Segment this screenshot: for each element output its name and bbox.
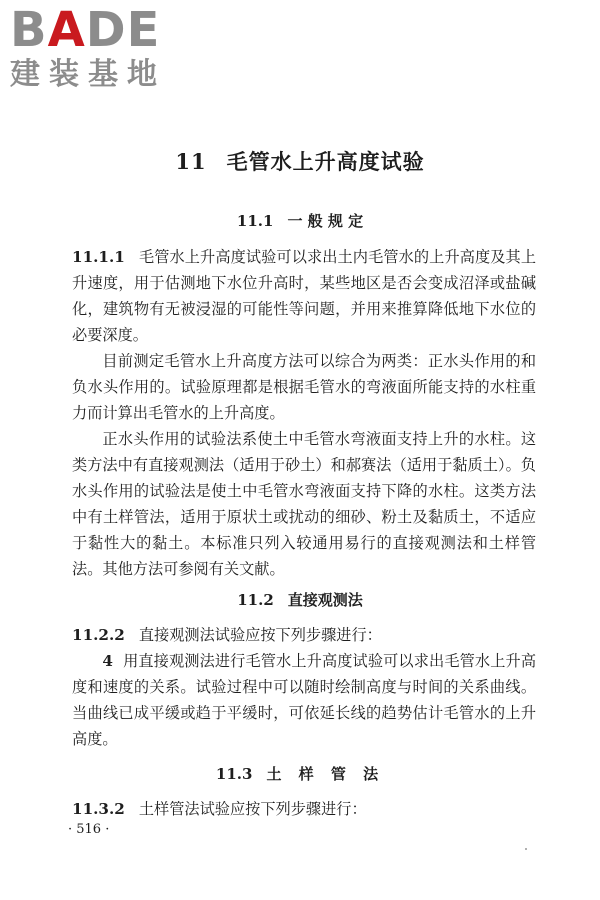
item-number: 4 <box>102 652 113 670</box>
chapter-title <box>0 146 600 176</box>
scan-speck <box>525 848 527 850</box>
section-heading-11-2: 11.2 直接观测法 <box>237 591 363 609</box>
logo-subtitle: 建装基地 <box>10 57 166 92</box>
section-heading-11-1: 11.1 一 般 规 定 <box>236 212 364 230</box>
clause-number: 11.1.1 <box>72 248 125 266</box>
paragraph-head-types: 正水头作用的试验法系使土中毛管水弯液面支持上升的水柱。这类方法中有直接观测法（适用于砂土）和郝赛法（适用于黏质土）。负水头作用的试验法是使土中毛管水弯液面支持下降的水柱。这类方法中有土样管法，适用于原状土或扰动的细砂、粉土及黏质土，不适应于黏性大的黏土。本标准只列入较通用易行的直接观测法和土样管法。其他方法可参阅有关文献。 <box>72 430 536 578</box>
clause-text: 直接观测法试验应按下列步骤进行： <box>138 626 382 644</box>
bade-logo <box>10 4 180 92</box>
chapter-name: 毛管水上升高度试验 <box>226 149 425 174</box>
item-4 <box>72 648 536 752</box>
clause-11-1-1 <box>72 244 536 348</box>
clause-11-3-2 <box>72 796 536 822</box>
chapter-number: 11 <box>175 149 207 174</box>
clause-text: 毛管水上升高度试验可以求出土内毛管水的上升高度及其上升速度，用于估测地下水位升高时，某些地区是否会变成沼泽或盐碱化，建筑物有无被浸湿的可能性等问题，并用来推算降低地下水位的必要深度。 <box>72 248 536 344</box>
paragraph-methods: 目前测定毛管水上升高度方法可以综合为两类：正水头作用的和负水头作用的。试验原理都是根据毛管水的弯液面所能支持的水柱重力而计算出毛管水的上升高度。 <box>72 352 536 422</box>
page-number: · 516 · <box>68 822 110 837</box>
clause-number: 11.3.2 <box>72 800 125 818</box>
logo-wordmark: BADE <box>10 2 161 58</box>
clause-number: 11.2.2 <box>72 626 125 644</box>
clause-text: 土样管法试验应按下列步骤进行： <box>138 800 367 818</box>
section-heading-11-3: 11.3 土 样 管 法 <box>215 765 385 783</box>
item-text: 用直接观测法进行毛管水上升高度试验可以求出毛管水上升高度和速度的关系。试验过程中可以随时绘制高度与时间的关系曲线。当曲线已成平缓或趋于平缓时，可依延长线的趋势估计毛管水的上升高度。 <box>72 652 536 748</box>
clause-11-2-2 <box>72 622 536 648</box>
